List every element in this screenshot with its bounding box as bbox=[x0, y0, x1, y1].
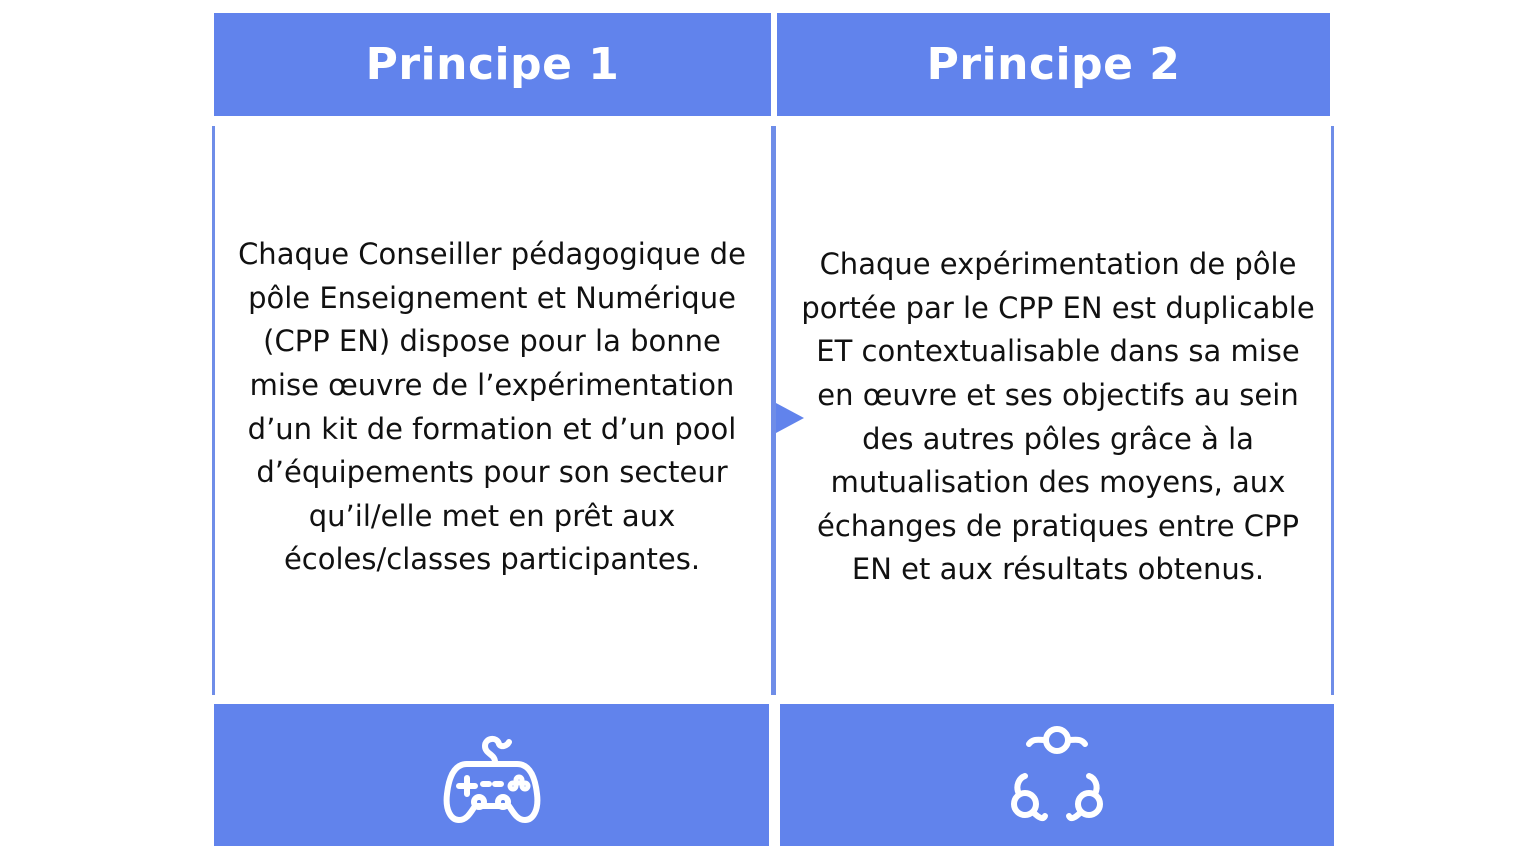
principle-2-text: Chaque expérimentation de pôle portée par le CPP EN est duplicable ET contextualisable dans sa mise en œuvre et ses objectifs au sein des autres pôles grâce à la mutualisation des moyens, aux échanges de pratiques entre CPP EN et aux résultats obtenus. bbox=[801, 247, 1315, 587]
principle-2-description bbox=[800, 200, 1316, 635]
principle-1-footer bbox=[214, 704, 769, 846]
left-divider bbox=[212, 126, 215, 695]
right-divider bbox=[1331, 126, 1334, 695]
principle-1-text: Chaque Conseiller pédagogique de pôle Enseignement et Numérique (CPP EN) dispose pour la bonne mise œuvre de l’expérimentation d’un kit de formation et d’un pool d’équipements pour son secteur qu’il/elle met en prêt aux écoles/classes participantes. bbox=[238, 237, 746, 577]
network-nodes-icon bbox=[997, 720, 1117, 830]
principle-1-description bbox=[232, 190, 752, 625]
principle-2-header bbox=[777, 13, 1330, 116]
principle-2-footer bbox=[780, 704, 1334, 846]
principle-1-title: Principe 1 bbox=[365, 39, 620, 90]
principle-1-header bbox=[214, 13, 771, 116]
gamepad-icon bbox=[437, 720, 547, 830]
principle-2-title: Principe 2 bbox=[926, 39, 1181, 90]
